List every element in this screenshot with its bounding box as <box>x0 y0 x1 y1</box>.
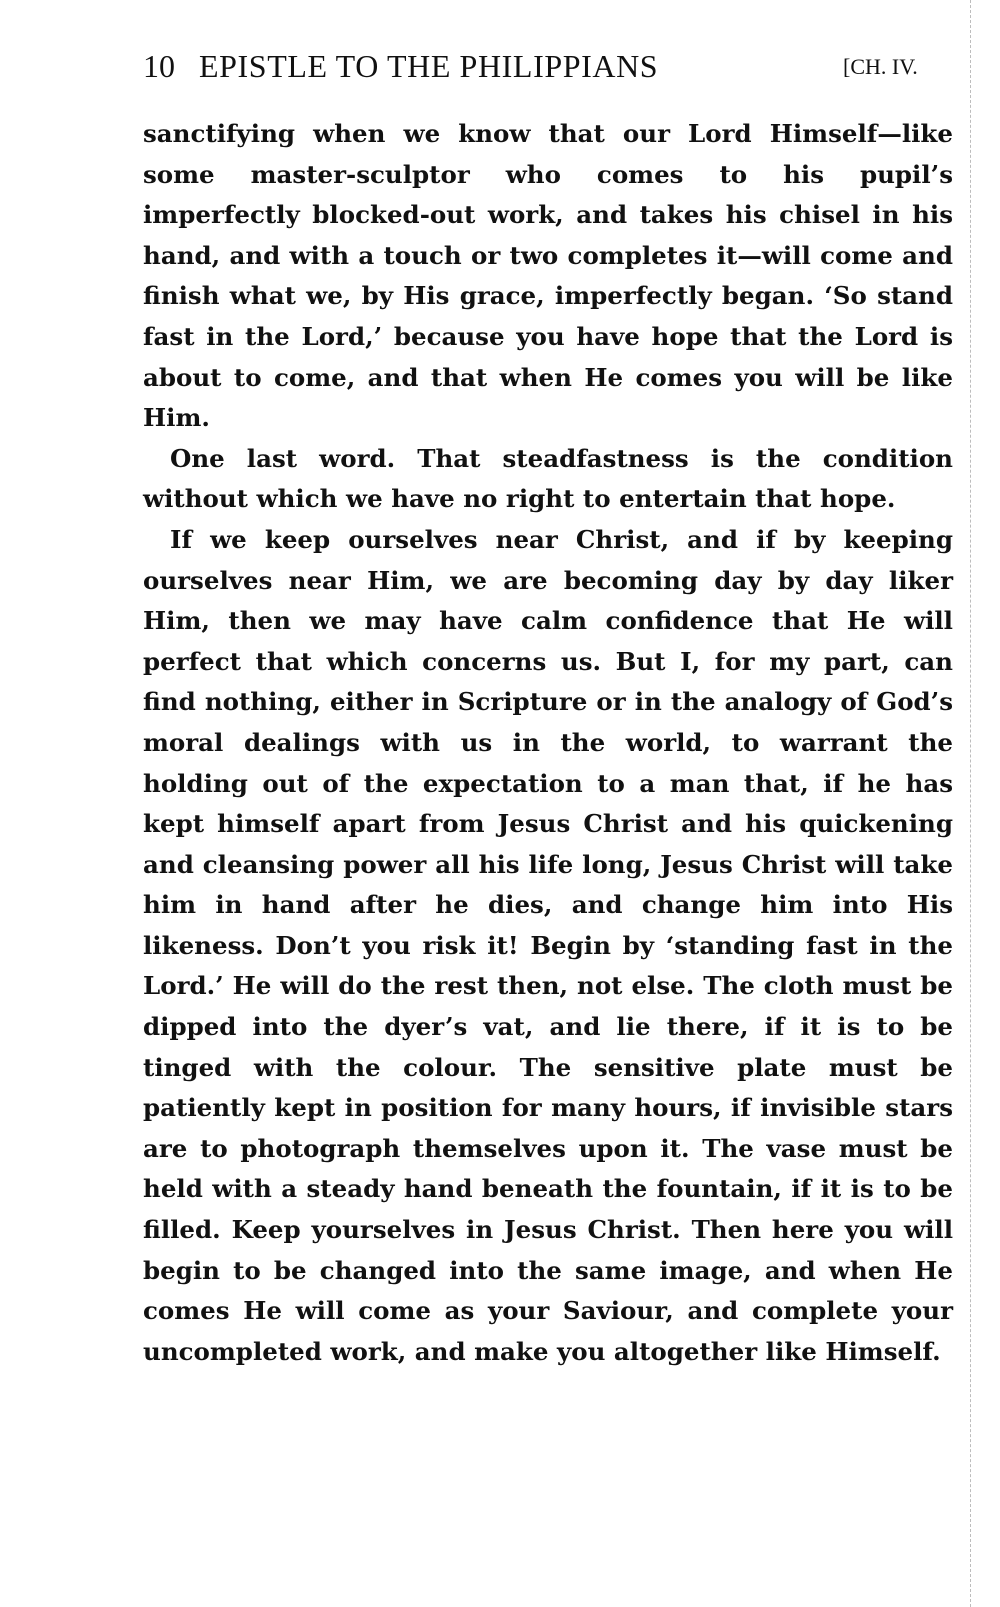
body-text <box>143 114 953 1372</box>
running-head <box>143 44 983 92</box>
page-edge <box>970 0 977 1607</box>
page-number: 10 <box>143 48 175 84</box>
paragraph-continued: sanctifying when we know that our Lord Himself—like some master-sculptor who comes to his pupil’s imperfectly blocked-out work, and takes his chisel in his hand, and with a touch or two completes it—will come and finish what we, by His grace, imperfectly began. ‘So stand fast in the Lord,’ because you have hope that the Lord is about to come, and that when He comes you will be like Him. <box>143 119 953 433</box>
paragraph: One last word. That steadfastness is the condition without which we have no right to entertain that hope. <box>143 443 953 514</box>
paragraph: If we keep ourselves near Christ, and if by keeping ourselves near Him, we are becoming day by day liker Him, then we may have calm confidence that He will perfect that which concerns us. But I, for my part, can find nothing, either in Scripture or in the analogy of God’s moral dealings with us in the world, to warrant the holding out of the expectation to a man that, if he has kept himself apart from Jesus Christ and his quickening and cleansing power all his life long, Jesus Christ will take him in hand after he dies, and change him into His likeness. Don’t you risk it! Begin by ‘standing fast in the Lord.’ He will do the rest then, not else. The cloth must be dipped into the dyer’s vat, and lie there, if it is to be tinged with the colour. The sensitive plate must be patiently kept in position for many hours, if invisible stars are to photograph themselves upon it. The vase must be held with a steady hand beneath the fountain, if it is to be filled. Keep yourselves in Jesus Christ. Then here you will begin to be changed into the same image, and when He comes He will come as your Saviour, and complete your uncompleted work, and make you altogether like Himself. <box>143 524 953 1366</box>
chapter-reference: [CH. IV. <box>843 54 918 79</box>
book-title: EPISTLE TO THE PHILIPPIANS <box>199 48 659 84</box>
